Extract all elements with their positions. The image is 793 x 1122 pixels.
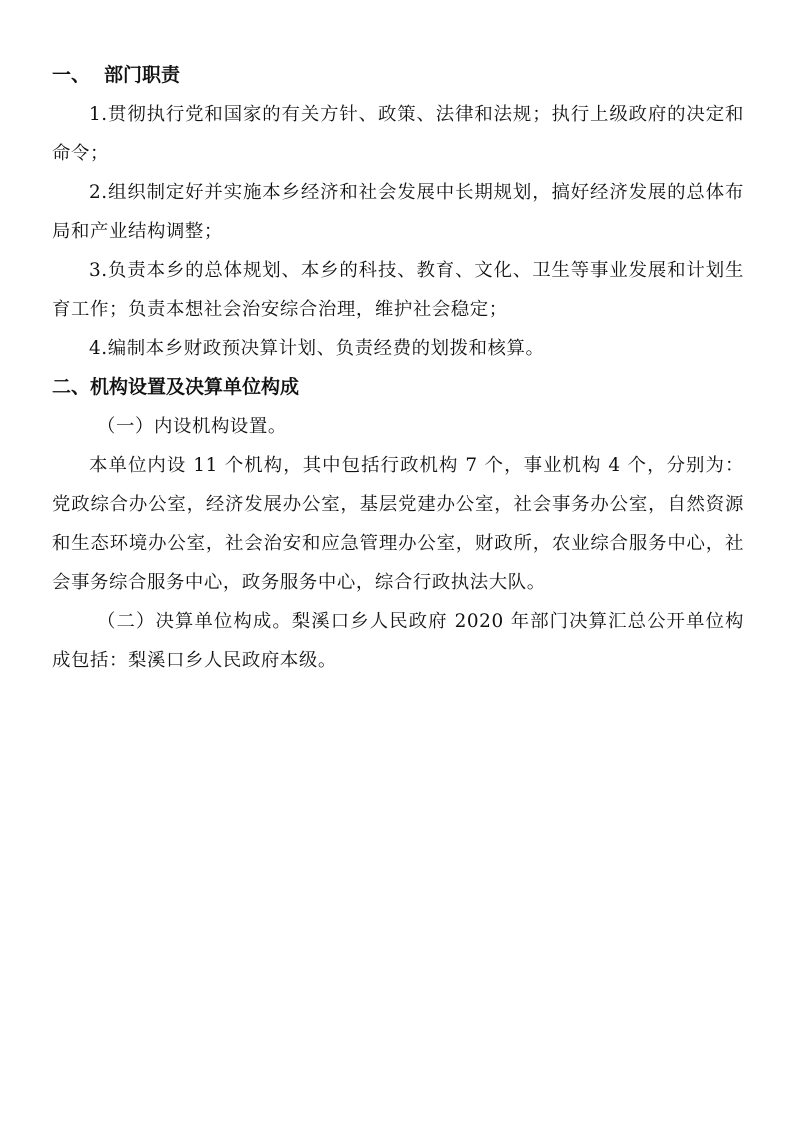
section-2-heading: 二、机构设置及决算单位构成 [52,376,300,398]
duty-item-3: 3.负责本乡的总体规划、本乡的科技、教育、文化、卫生等事业发展和计划生育工作；负责本想社会治安综合治理，维护社会稳定； [52,260,744,320]
subsection-2-body: （二）决算单位构成。梨溪口乡人民政府 2020 年部门决算汇总公开单位构成包括：梨溪口乡人民政府本级。 [52,611,744,671]
subsection-1-title: （一）内设机构设置。 [97,416,287,437]
duty-item-2: 2.组织制定好并实施本乡经济和社会发展中长期规划，搞好经济发展的总体布局和产业结构调整； [52,182,744,242]
document-body [52,56,744,680]
section-1-heading [52,56,744,95]
section-1-number: 一、 [52,64,91,86]
section-1-title: 部门职责 [104,64,181,86]
duty-item-1: 1.贯彻执行党和国家的有关方针、政策、法律和法规；执行上级政府的决定和命令； [52,104,744,164]
duty-item-4: 4.编制本乡财政预决算计划、负责经费的划拨和核算。 [89,338,545,359]
subsection-1-body: 本单位内设 11 个机构，其中包括行政机构 7 个，事业机构 4 个，分别为：党政综合办公室，经济发展办公室，基层党建办公室，社会事务办公室，自然资源和生态环境办公室，社会治安和应急管理办公室，财政所，农业综合服务中心，社会事务综合服务中心，政务服务中心，综合行政执法大队。 [52,455,744,593]
